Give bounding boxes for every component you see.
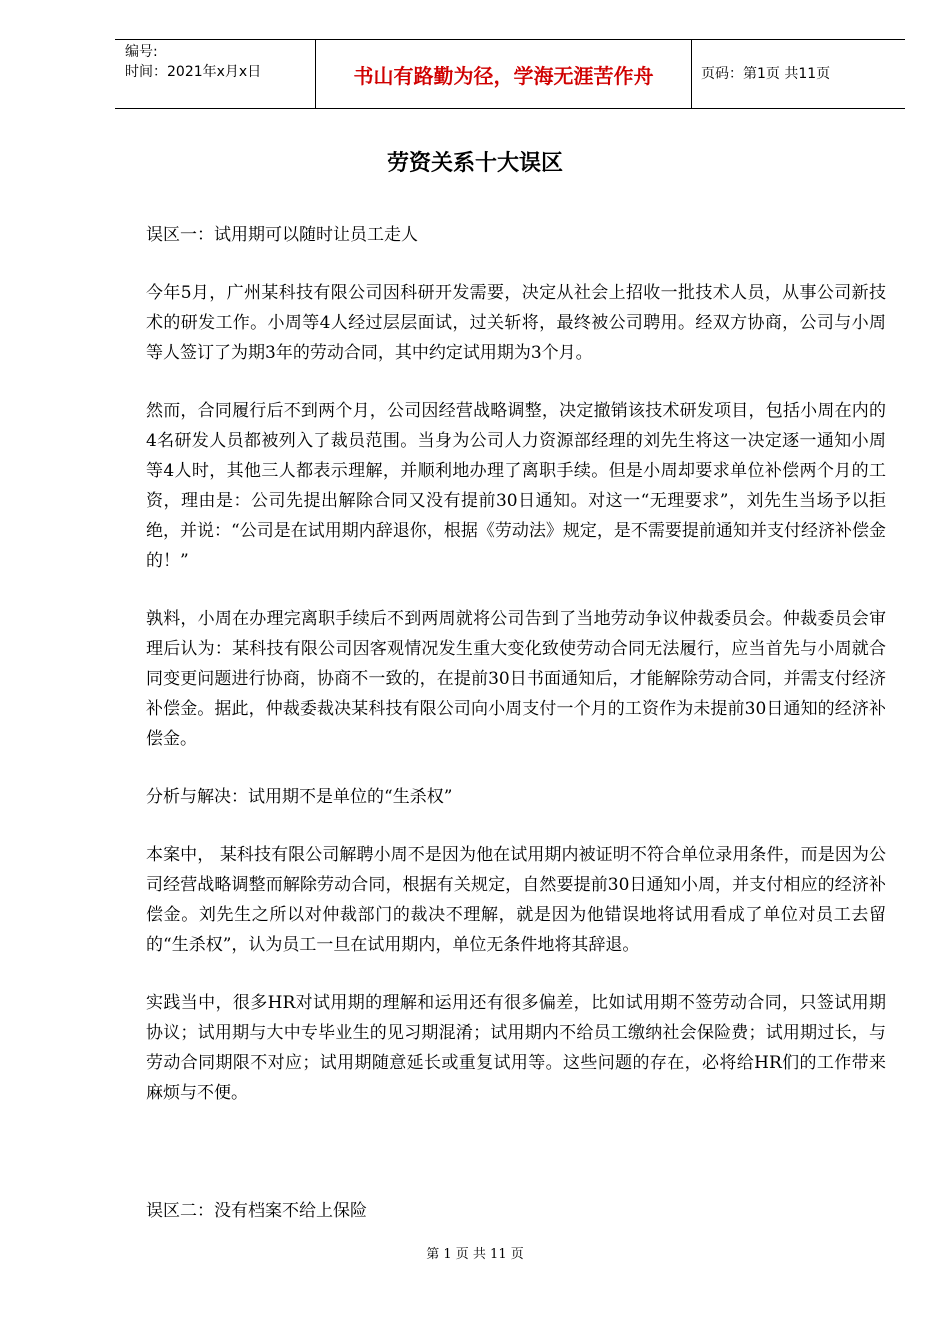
- document-time-label: 时间：2021年x月x日: [125, 64, 262, 80]
- section1-heading: 误区一：试用期可以随时让员工走人: [146, 225, 418, 245]
- header-meta-cell: [115, 40, 315, 108]
- section2-heading: 误区二：没有档案不给上保险: [146, 1201, 367, 1221]
- header-page-cell: [691, 40, 905, 108]
- header-motto-cell: [315, 40, 692, 108]
- document-body: [146, 220, 886, 1136]
- body-paragraph: 孰料，小周在办理完离职手续后不到两周就将公司告到了当地劳动争议仲裁委员会。仲裁委员会审理后认为：某科技有限公司因客观情况发生重大变化致使劳动合同无法履行，应当首先与小周就合同变更问题进行协商，协商不一致的，在提前30日书面通知后，才能解除劳动合同，并需支付经济补偿金。据此，仲裁委裁决某科技有限公司向小周支付一个月的工资作为未提前30日通知的经济补偿金。: [146, 609, 886, 749]
- header-motto: 书山有路勤为径，学海无涯苦作舟: [353, 64, 654, 88]
- header-page-info: 页码：第1页 共11页: [701, 66, 831, 82]
- body-paragraph: 今年5月，广州某科技有限公司因科研开发需要，决定从社会上招收一批技术人员，从事公司新技术的研发工作。小周等4人经过层层面试，过关斩将，最终被公司聘用。经双方协商，公司与小周等人签订了为期3年的劳动合同，其中约定试用期为3个月。: [146, 283, 886, 363]
- document-id-label: 编号:: [125, 44, 158, 60]
- page-footer: 第 1 页 共 11 页: [426, 1247, 524, 1262]
- document-title: 劳资关系十大误区: [386, 150, 563, 176]
- document-header: [115, 39, 905, 109]
- body-paragraph: 实践当中，很多HR对试用期的理解和运用还有很多偏差，比如试用期不签劳动合同，只签试用期协议；试用期与大中专毕业生的见习期混淆；试用期内不给员工缴纳社会保险费；试用期过长，与劳动合同期限不对应；试用期随意延长或重复试用等。这些问题的存在，必将给HR们的工作带来麻烦与不便。: [146, 993, 886, 1103]
- body-paragraph: 然而，合同履行后不到两个月，公司因经营战略调整，决定撤销该技术研发项目，包括小周在内的4名研发人员都被列入了裁员范围。当身为公司人力资源部经理的刘先生将这一决定逐一通知小周等4人时，其他三人都表示理解，并顺利地办理了离职手续。但是小周却要求单位补偿两个月的工资，理由是：公司先提出解除合同又没有提前30日通知。对这一“无理要求”，刘先生当场予以拒绝，并说：“公司是在试用期内辞退你，根据《劳动法》规定，是不需要提前通知并支付经济补偿金的！”: [146, 401, 886, 571]
- analysis-heading: 分析与解决：试用期不是单位的“生杀权”: [146, 787, 453, 807]
- body-paragraph: 本案中， 某科技有限公司解聘小周不是因为他在试用期内被证明不符合单位录用条件，而是因为公司经营战略调整而解除劳动合同，根据有关规定，自然要提前30日通知小周，并支付相应的经济补偿金。刘先生之所以对仲裁部门的裁决不理解，就是因为他错误地将试用看成了单位对员工去留的“生杀权”，认为员工一旦在试用期内，单位无条件地将其辞退。: [146, 845, 886, 955]
